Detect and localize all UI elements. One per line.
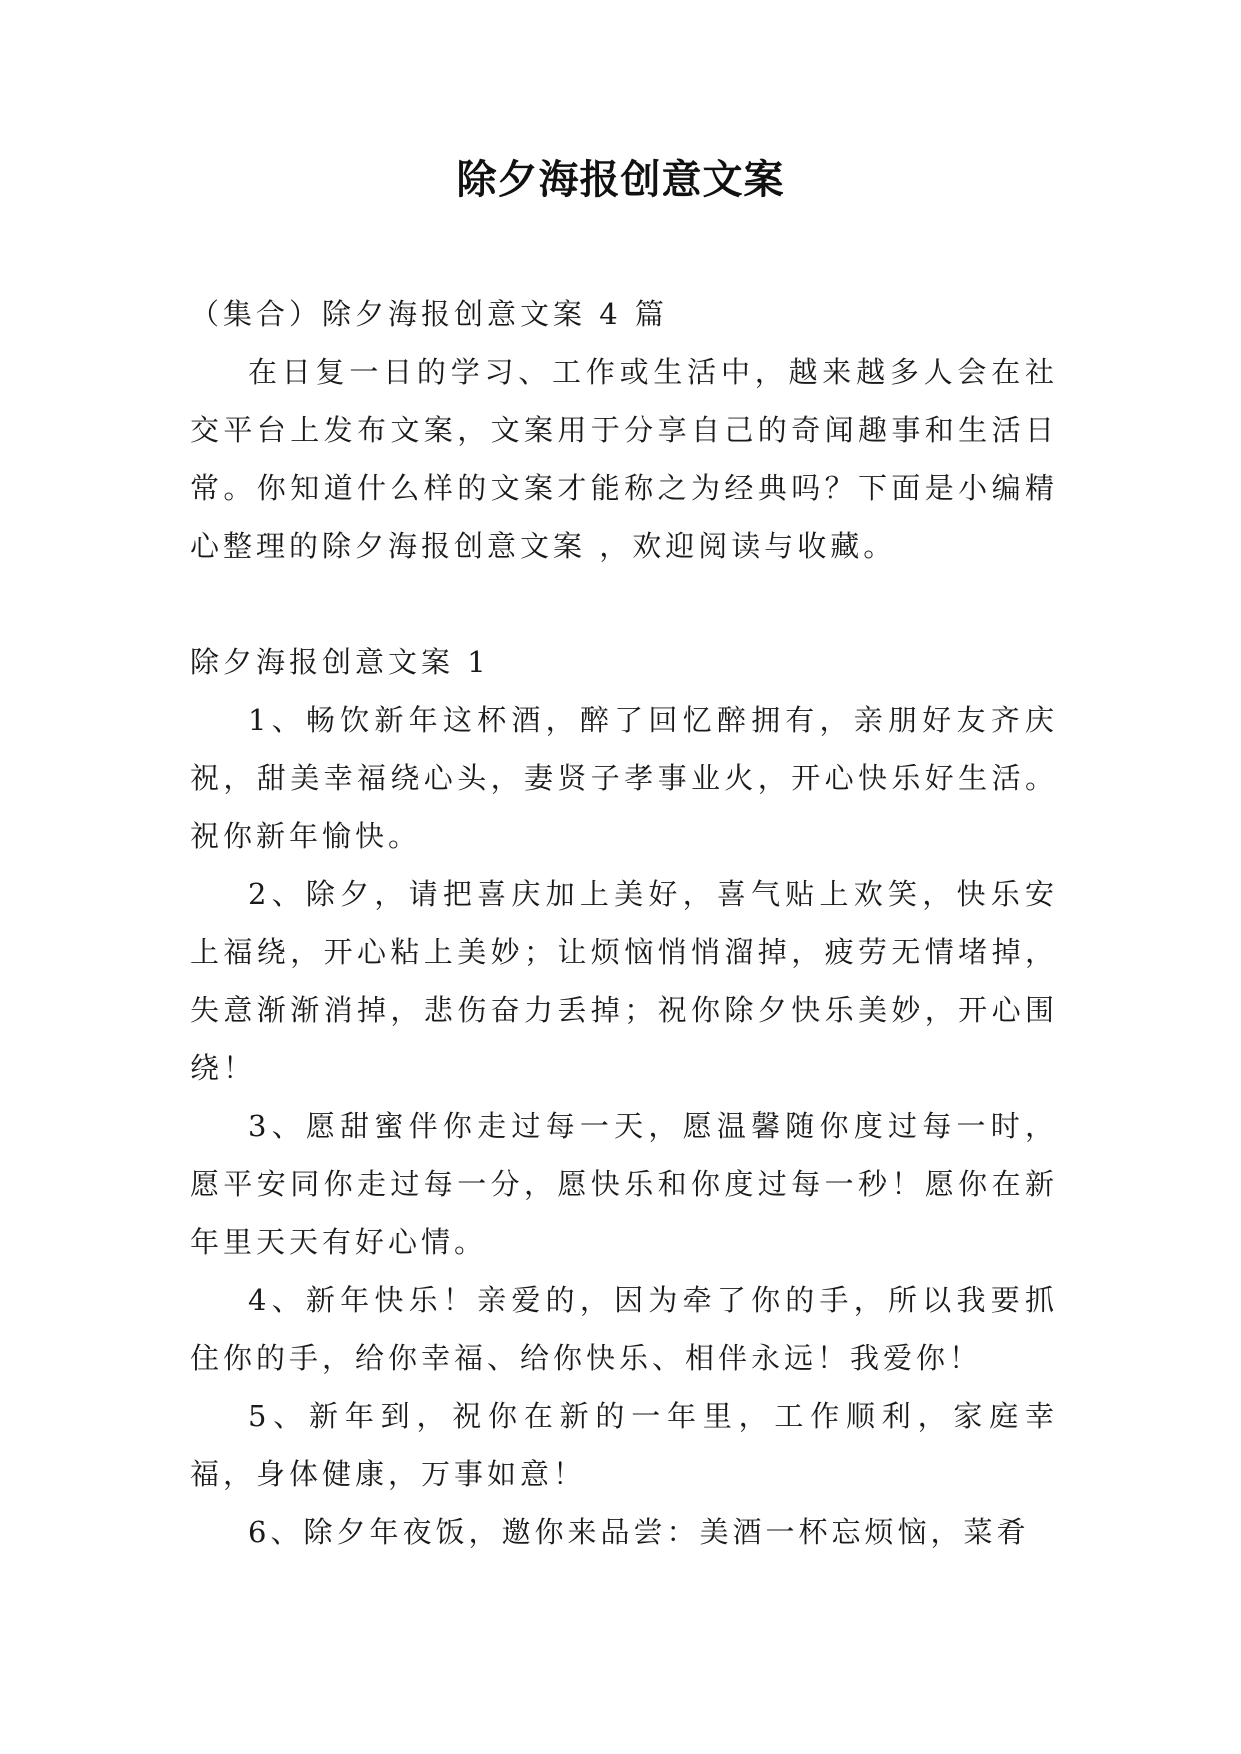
list-item: 4、新年快乐！亲爱的，因为牵了你的手，所以我要抓住你的手，给你幸福、给你快乐、相伴永远！我爱你！ [190,1283,1058,1375]
list-item: 5、新年到，祝你在新的一年里，工作顺利，家庭幸福，身体健康，万事如意！ [190,1399,1058,1491]
document-title: 除夕海报创意文案 [456,156,785,203]
list-item: 6、除夕年夜饭，邀你来品尝：美酒一杯忘烦恼，菜肴 [248,1515,1030,1549]
document-subtitle: （集合）除夕海报创意文案 4 篇 [190,297,668,331]
list-item: 2、除夕，请把喜庆加上美好，喜气贴上欢笑，快乐安上福绕，开心粘上美妙；让烦恼悄悄溜掉，疲劳无情堵掉，失意渐渐消掉，悲伤奋力丢掉；祝你除夕快乐美妙，开心围绕！ [190,877,1058,1085]
document-body [190,285,1058,1561]
section-heading: 除夕海报创意文案 1 [190,645,490,679]
list-item: 3、愿甜蜜伴你走过每一天，愿温馨随你度过每一时，愿平安同你走过每一分，愿快乐和你度过每一秒！愿你在新年里天天有好心情。 [190,1109,1058,1259]
intro-paragraph: 在日复一日的学习、工作或生活中，越来越多人会在社交平台上发布文案，文案用于分享自己的奇闻趣事和生活日常。你知道什么样的文案才能称之为经典吗？下面是小编精心整理的除夕海报创意文案 ，欢迎阅读与收藏。 [190,355,1058,563]
list-item: 1、畅饮新年这杯酒，醉了回忆醉拥有，亲朋好友齐庆祝，甜美幸福绕心头，妻贤子孝事业火，开心快乐好生活。祝你新年愉快。 [190,703,1058,853]
